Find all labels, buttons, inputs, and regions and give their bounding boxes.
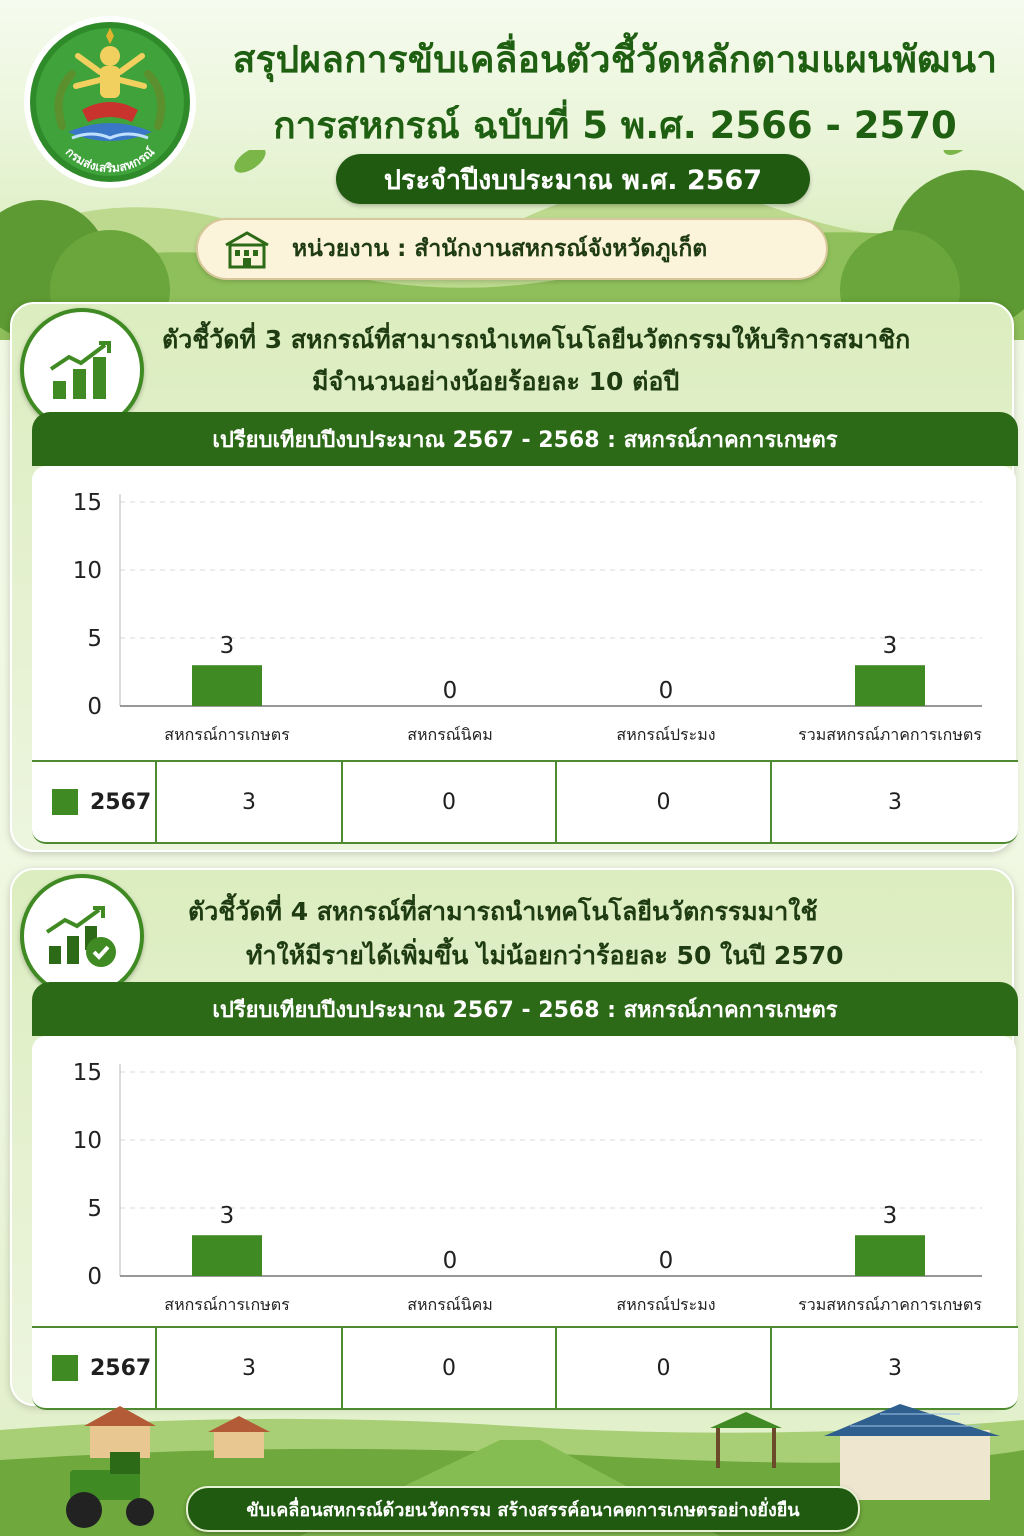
indicator-4-title-line1: ตัวชี้วัดที่ 4 สหกรณ์ที่สามารถนำเทคโนโลยีนวัตกรรมมาใช้ <box>188 897 818 926</box>
growth-chart-icon <box>47 339 117 401</box>
footer-slogan: ขับเคลื่อนสหกรณ์ด้วยนวัตกรรม สร้างสรรค์อนาคตการเกษตรอย่างยั่งยืน <box>186 1486 860 1532</box>
table-value-cell: 3 <box>157 762 343 842</box>
bar <box>855 665 925 706</box>
data-label: 0 <box>442 1248 458 1274</box>
y-tick-label: 15 <box>72 490 102 516</box>
legend-2567 <box>32 762 157 842</box>
y-tick-label: 10 <box>72 1128 102 1154</box>
building-icon <box>222 229 272 269</box>
main-title-line2: การสหกรณ์ ฉบับที่ 5 พ.ศ. 2566 - 2570 <box>273 104 957 147</box>
table-value-cell: 0 <box>557 1328 772 1408</box>
bar <box>192 665 262 706</box>
table-value-cell: 0 <box>557 762 772 842</box>
logo-text: กรมส่งเสริมสหกรณ์ <box>62 144 158 176</box>
table-value-cell: 3 <box>157 1328 343 1408</box>
indicator-4-title-line2: ทำให้มีรายได้เพิ่มขึ้น ไม่น้อยกว่าร้อยละ 50 ในปี 2570 <box>246 941 844 970</box>
legend-swatch <box>52 1355 78 1381</box>
y-tick-label: 0 <box>87 1264 102 1290</box>
y-tick-label: 5 <box>87 626 102 652</box>
y-tick-label: 15 <box>72 1060 102 1086</box>
agency-label: หน่วยงาน : สำนักงานสหกรณ์จังหวัดภูเก็ต <box>292 236 708 262</box>
y-tick-label: 10 <box>72 558 102 584</box>
x-tick-label: สหกรณ์นิคม <box>407 1295 493 1314</box>
agency-pill <box>196 218 828 280</box>
bar-chart-1 <box>32 466 1016 760</box>
data-label: 3 <box>219 633 235 660</box>
data-table-1 <box>32 760 1018 844</box>
data-table-2 <box>32 1326 1018 1410</box>
data-label: 3 <box>882 633 898 660</box>
main-title-line1: สรุปผลการขับเคลื่อนตัวชี้วัดหลักตามแผนพัฒนา <box>232 38 998 81</box>
comparison-band-1: เปรียบเทียบปีงบประมาณ 2567 - 2568 : สหกรณ์ภาคการเกษตร <box>32 412 1018 466</box>
y-tick-label: 0 <box>87 694 102 720</box>
legend-swatch <box>52 789 78 815</box>
bar <box>192 1235 262 1276</box>
legend-label: 2567 <box>90 1355 152 1381</box>
indicator-3-title-line1: ตัวชี้วัดที่ 3 สหกรณ์ที่สามารถนำเทคโนโลยีนวัตกรรมให้บริการสมาชิก <box>162 325 911 354</box>
legend-label: 2567 <box>90 789 152 815</box>
indicator-3-title-line2: มีจำนวนอย่างน้อยร้อยละ 10 ต่อปี <box>312 367 680 396</box>
x-tick-label: รวมสหกรณ์ภาคการเกษตร <box>798 725 982 744</box>
growth-check-icon <box>45 904 119 968</box>
legend-2567 <box>32 1328 157 1408</box>
x-tick-label: สหกรณ์การเกษตร <box>164 1295 290 1314</box>
table-value-cell: 0 <box>343 1328 557 1408</box>
data-label: 0 <box>442 678 458 704</box>
indicator-4-panel <box>10 868 1014 1406</box>
x-tick-label: สหกรณ์ประมง <box>616 1295 716 1314</box>
bar <box>855 1235 925 1276</box>
indicator-4-badge <box>20 874 144 998</box>
table-value-cell: 3 <box>888 1355 902 1381</box>
comparison-band-2: เปรียบเทียบปีงบประมาณ 2567 - 2568 : สหกรณ์ภาคการเกษตร <box>32 982 1018 1036</box>
data-label: 0 <box>658 678 674 704</box>
table-value-cell: 0 <box>343 762 557 842</box>
y-tick-label: 5 <box>87 1196 102 1222</box>
data-label: 3 <box>219 1203 235 1230</box>
x-tick-label: สหกรณ์ประมง <box>616 725 716 744</box>
fiscal-year-pill: ประจำปีงบประมาณ พ.ศ. 2567 <box>336 154 810 204</box>
table-value-cell: 3 <box>888 789 902 815</box>
x-tick-label: สหกรณ์การเกษตร <box>164 725 290 744</box>
data-label: 3 <box>882 1203 898 1230</box>
department-logo <box>22 14 198 190</box>
x-tick-label: รวมสหกรณ์ภาคการเกษตร <box>798 1295 982 1314</box>
x-tick-label: สหกรณ์นิคม <box>407 725 493 744</box>
data-label: 0 <box>658 1248 674 1274</box>
bar-chart-2 <box>32 1036 1016 1330</box>
indicator-3-panel <box>10 302 1014 852</box>
